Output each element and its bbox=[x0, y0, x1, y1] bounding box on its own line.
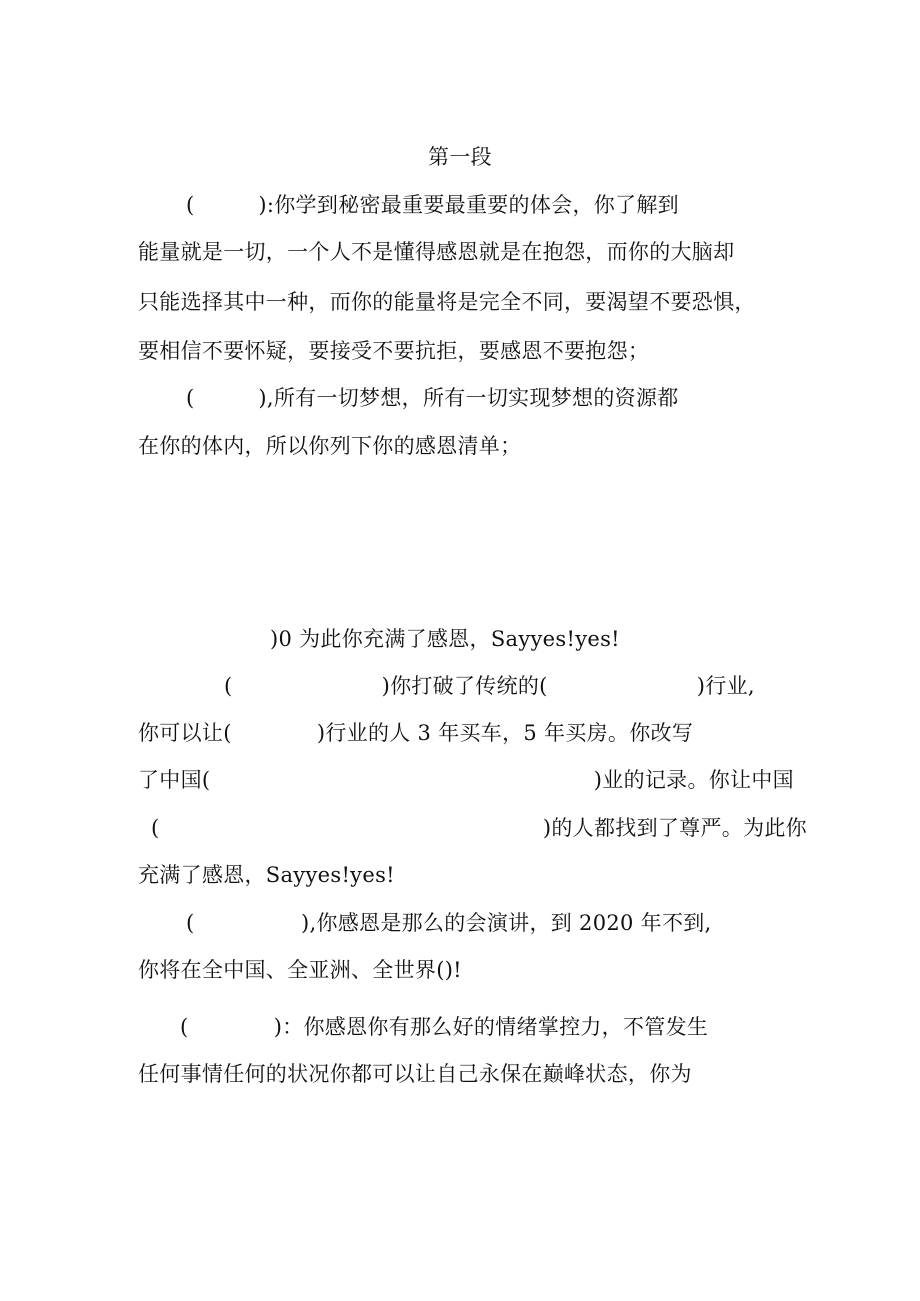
paragraph-1-line-3: 只能选择其中一种，而你的能量将是完全不同，要渴望不要恐惧， bbox=[138, 290, 756, 314]
paragraph-5-line-2: 任何事情任何的状况你都可以让自己永保在巅峰状态，你为 bbox=[138, 1062, 692, 1086]
paragraph-1-line-1: ( ):你学到秘密最重要最重要的体会，你了解到 bbox=[186, 193, 679, 217]
paragraph-3-line-2: ( )你打破了传统的( )行业, bbox=[224, 674, 755, 698]
paragraph-1-line-4: 要相信不要怀疑，要接受不要抗拒，要感恩不要抱怨； bbox=[138, 339, 650, 363]
paragraph-3-line-4: 了中国( )业的记录。你让中国 bbox=[138, 768, 794, 792]
paragraph-2-line-2: 在你的体内，所以你列下你的感恩清单； bbox=[138, 434, 522, 458]
section-title: 第一段 bbox=[428, 145, 492, 169]
paragraph-5-line-1: ( )：你感恩你有那么好的情绪掌控力，不管发生 bbox=[180, 1015, 709, 1039]
paragraph-3-line-3: 你可以让( )行业的人 3 年买车，5 年买房。你改写 bbox=[138, 721, 694, 745]
paragraph-3-line-6: 充满了感恩，Sayyes!yes! bbox=[138, 863, 395, 887]
paragraph-2-line-1: ( ),所有一切梦想，所有一切实现梦想的资源都 bbox=[186, 386, 679, 410]
paragraph-4-line-2: 你将在全中国、全亚洲、全世界()! bbox=[138, 958, 462, 982]
paragraph-1-line-2: 能量就是一切，一个人不是懂得感恩就是在抱怨，而你的大脑却 bbox=[138, 240, 735, 264]
paragraph-3-line-5: ( )的人都找到了尊严。为此你 bbox=[151, 816, 807, 840]
paragraph-4-line-1: ( ),你感恩是那么的会演讲，到 2020 年不到, bbox=[186, 911, 712, 935]
paragraph-3-line-1: )0 为此你充满了感恩，Sayyes!yes! bbox=[270, 627, 620, 651]
